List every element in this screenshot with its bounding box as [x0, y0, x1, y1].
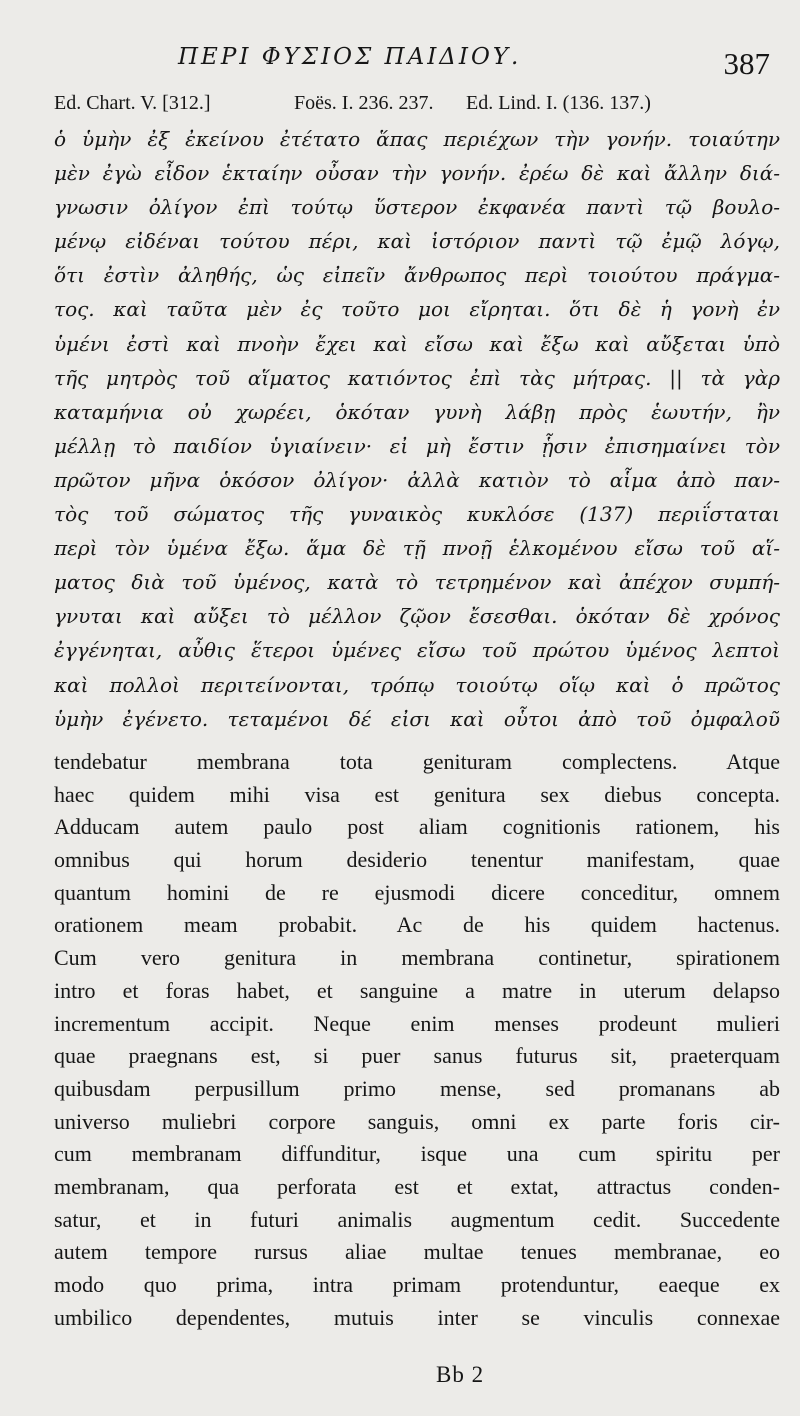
latin-text-line: quae praegnans est, si puer sanus futurus sit, praeterquam [54, 1043, 780, 1069]
greek-text-line: ἐγγένηται, αὖθις ἕτεροι ὑμένες εἴσω τοῦ πρώτου ὑμένος λεπτοὶ [54, 638, 780, 663]
latin-text-line: Adducam autem paulo post aliam cognitionis rationem, his [54, 814, 780, 840]
greek-text-line: ὑμὴν ἐγένετο. τεταμένοι δέ εἰσι καὶ οὗτοι ἀπὸ τοῦ ὀμφαλοῦ [54, 706, 780, 731]
greek-text-line: μέλλῃ τὸ παιδίον ὑγιαίνειν· εἰ μὴ ἔστιν ᾗσιν ἐπισημαίνει τὸν [54, 433, 780, 458]
edition-chart-reference: Ed. Chart. V. [312.] [54, 92, 211, 114]
latin-text-line: incrementum accipit. Neque enim menses prodeunt mulieri [54, 1010, 780, 1036]
latin-text-line: orationem meam probabit. Ac de his quidem hactenus. [54, 912, 780, 938]
greek-text-line: ὅτι ἐστὶν ἀληθής, ὡς εἰπεῖν ἄνθρωπος περὶ τοιούτου πράγμα- [54, 263, 780, 288]
greek-text-block [54, 122, 780, 736]
latin-text-line: intro et foras habet, et sanguine a matre in uterum delapso [54, 977, 780, 1003]
latin-text-line: quantum homini de re ejusmodi dicere conceditur, omnem [54, 879, 780, 905]
page-header [90, 44, 780, 94]
latin-text-line: Cum vero genitura in membrana continetur, spirationem [54, 945, 780, 971]
greek-text-line: μένῳ εἰδέναι τούτου πέρι, καὶ ἱστόριον παντὶ τῷ ἐμῷ λόγῳ, [54, 229, 780, 254]
latin-text-line: umbilico dependentes, mutuis inter se vinculis connexae [54, 1304, 780, 1330]
greek-text-line: τὸς τοῦ σώματος τῆς γυναικὸς κυκλόσε (137) περιΐσταται [54, 502, 780, 527]
latin-text-line: autem tempore rursus aliae multae tenues membranae, eo [54, 1239, 780, 1265]
latin-text-line: haec quidem mihi visa est genitura sex diebus concepta. [54, 781, 780, 807]
running-title: ΠΕΡΙ ΦΥΣΙΟΣ ΠΑΙΔΙΟΥ. [178, 44, 522, 70]
latin-text-line: modo quo prima, intra primam protenduntur, eaeque ex [54, 1272, 780, 1297]
latin-text-line: tendebatur membrana tota genituram complectens. Atque [54, 749, 780, 774]
page-number: 387 [723, 46, 770, 81]
greek-text-line: ὑμένι ἐστὶ καὶ πνοὴν ἔχει καὶ εἴσω καὶ ἔξω καὶ αὔξεται ὑπὸ [54, 331, 780, 356]
greek-text-line: τῆς μητρὸς τοῦ αἵματος κατιόντος ἐπὶ τὰς μήτρας. || τὰ γὰρ [54, 365, 780, 390]
greek-text-line: γνωσιν ὀλίγον ἐπὶ τούτῳ ὕστερον ἐκφανέα παντὶ τῷ βουλο- [54, 195, 780, 220]
greek-text-line: μὲν ἐγὼ εἶδον ἑκταίην οὖσαν τὴν γονήν. ἐρέω δὲ καὶ ἄλλην διά- [54, 161, 780, 186]
greek-text-line: περὶ τὸν ὑμένα ἔξω. ἅμα δὲ τῇ πνοῇ ἑλκομένου εἴσω τοῦ αἵ- [54, 536, 780, 561]
latin-text-line: omnibus qui horum desiderio tenentur manifestam, quae [54, 847, 780, 873]
greek-text-line: καταμήνια οὐ χωρέει, ὁκόταν γυνὴ λάβῃ πρὸς ἑωυτήν, ἢν [54, 399, 780, 424]
latin-text-block [54, 746, 780, 1334]
latin-text-line: satur, et in futuri animalis augmentum cedit. Succedente [54, 1206, 780, 1232]
greek-text-line: καὶ πολλοὶ περιτείνονται, τρόπῳ τοιούτῳ οἵῳ καὶ ὁ πρῶτος [54, 672, 780, 697]
latin-text-line: quibusdam perpusillum primo mense, sed promanans ab [54, 1075, 780, 1101]
greek-text-line: γνυται καὶ αὔξει τὸ μέλλον ζῷον ἔσεσθαι. ὁκόταν δὲ χρόνος [54, 604, 780, 629]
greek-text-line: πρῶτον μῆνα ὁκόσον ὀλίγον· ἀλλὰ κατιὸν τὸ αἷμα ἀπὸ παν- [54, 467, 780, 492]
greek-text-line: ματος διὰ τοῦ ὑμένος, κατὰ τὸ τετρημένον καὶ ἀπέχον συμπή- [54, 570, 780, 595]
latin-text-line: universo muliebri corpore sanguis, omni ex parte foris cir- [54, 1108, 780, 1134]
greek-text-line: τος. καὶ ταῦτα μὲν ἐς τοῦτο μοι εἴρηται. ὅτι δὲ ἡ γονὴ ἐν [54, 297, 780, 322]
greek-text-line: ὁ ὑμὴν ἐξ ἐκείνου ἐτέτατο ἅπας περιέχων τὴν γονήν. τοιαύτην [54, 127, 780, 151]
printer-signature-mark: Bb 2 [436, 1362, 485, 1387]
edition-lind-reference: Ed. Lind. I. (136. 137.) [466, 92, 651, 114]
latin-text-line: membranam, qua perforata est et extat, attractus conden- [54, 1173, 780, 1199]
latin-text-line: cum membranam diffunditur, isque una cum spiritu per [54, 1141, 780, 1167]
edition-foes-reference: Foës. I. 236. 237. [294, 92, 434, 114]
